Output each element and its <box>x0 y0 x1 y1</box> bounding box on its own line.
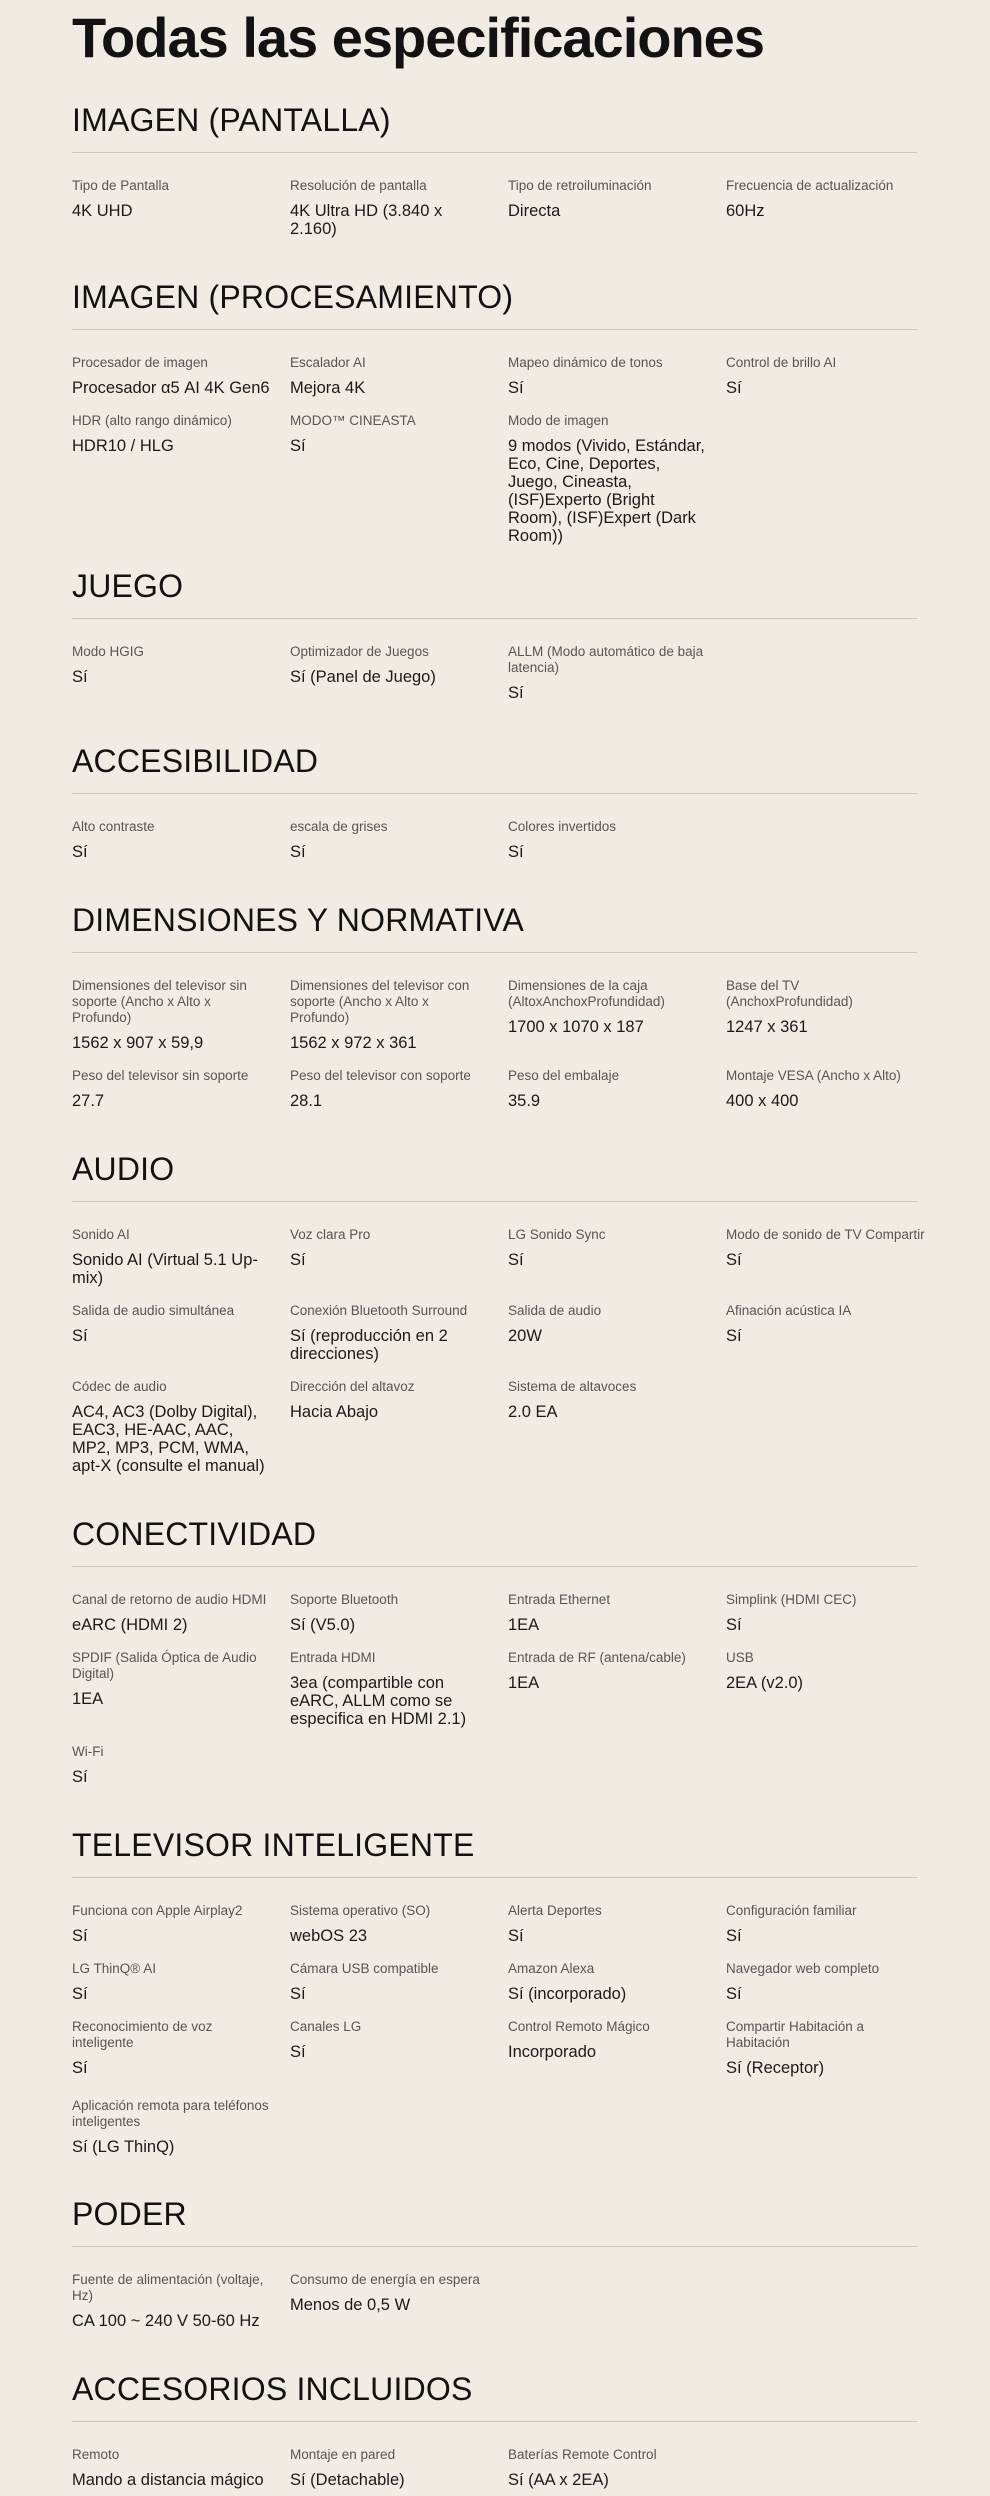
section-title: PODER <box>72 2196 187 2232</box>
spec-value: 1562 x 907 x 59,9 <box>72 1034 204 1052</box>
spec-item <box>290 644 490 686</box>
section-divider <box>72 952 917 953</box>
spec-label: Simplink (HDMI CEC) <box>726 1592 857 1607</box>
spec-label: SPDIF (Salida Óptica de Audio Digital) <box>72 1650 257 1681</box>
spec-item <box>72 644 272 686</box>
spec-label: Control de brillo AI <box>726 355 837 370</box>
spec-item <box>726 1961 926 2003</box>
spec-value: 1EA <box>508 1616 540 1634</box>
spec-label: Navegador web completo <box>726 1961 880 1976</box>
spec-value: Menos de 0,5 W <box>290 2296 411 2314</box>
spec-value: Sí <box>290 843 306 861</box>
section-divider <box>72 1201 917 1202</box>
spec-label: Resolución de pantalla <box>290 178 427 193</box>
section-title: JUEGO <box>72 568 184 604</box>
spec-item <box>290 1303 490 1363</box>
spec-value: 9 modos (Vivido, Estándar, Eco, Cine, Deportes, Juego, Cineasta, (ISF)Experto (Bright Room), (ISF)Expert (Dark Room)) <box>508 437 705 545</box>
spec-value: Sí <box>290 437 306 455</box>
spec-section-juego <box>72 564 917 702</box>
spec-value: Sí (V5.0) <box>290 1616 356 1634</box>
spec-value: Sí (AA x 2EA) <box>508 2471 609 2489</box>
spec-value: Sí <box>508 1251 524 1269</box>
spec-item <box>72 2019 272 2077</box>
spec-label: Alerta Deportes <box>508 1903 602 1918</box>
page-title: Todas las especificaciones <box>72 6 764 69</box>
spec-label: Dimensiones de la caja (AltoxAnchoxProfundidad) <box>508 978 665 1009</box>
spec-value: 3ea (compartible con eARC, ALLM como se especifica en HDMI 2.1) <box>290 1674 467 1728</box>
spec-item <box>72 1068 272 1110</box>
spec-section-accesorios-incluidos <box>72 2367 917 2489</box>
spec-item <box>72 1650 272 1708</box>
spec-value: Sí <box>508 379 524 397</box>
spec-section-accesibilidad <box>72 739 917 861</box>
spec-item <box>290 1592 490 1634</box>
spec-value: Sí <box>72 1768 88 1786</box>
spec-value: Sí <box>290 1251 306 1269</box>
spec-item <box>508 178 708 220</box>
spec-label: Dimensiones del televisor sin soporte (Ancho x Alto x Profundo) <box>72 978 247 1025</box>
spec-label: Configuración familiar <box>726 1903 857 1918</box>
spec-item <box>290 1961 490 2003</box>
spec-value: Sí <box>72 1927 88 1945</box>
spec-value: Incorporado <box>508 2043 597 2061</box>
spec-label: Dirección del altavoz <box>290 1379 415 1394</box>
spec-value: Mejora 4K <box>290 379 366 397</box>
spec-label: Alto contraste <box>72 819 155 834</box>
spec-label: Aplicación remota para teléfonos inteligentes <box>72 2098 269 2129</box>
spec-label: Baterías Remote Control <box>508 2447 657 2462</box>
spec-value: Sí <box>72 843 88 861</box>
spec-value: eARC (HDMI 2) <box>72 1616 188 1634</box>
spec-value: 27.7 <box>72 1092 105 1110</box>
spec-item <box>290 2019 490 2061</box>
spec-item <box>72 2098 272 2156</box>
spec-value: Sí <box>726 1251 742 1269</box>
spec-item <box>72 413 272 455</box>
section-title: DIMENSIONES Y NORMATIVA <box>72 902 525 938</box>
spec-item <box>508 355 708 397</box>
spec-item <box>726 1303 926 1345</box>
spec-item <box>72 178 272 220</box>
spec-value: Procesador α5 AI 4K Gen6 <box>72 379 270 397</box>
spec-item <box>726 1650 926 1692</box>
spec-item <box>508 413 708 545</box>
spec-value: Sí (LG ThinQ) <box>72 2138 175 2156</box>
spec-value: AC4, AC3 (Dolby Digital), EAC3, HE-AAC, AAC, MP2, MP3, PCM, WMA, apt-X (consulte el manual) <box>72 1403 265 1475</box>
section-divider <box>72 793 917 794</box>
spec-value: Sí <box>72 2059 88 2077</box>
spec-item <box>508 2447 708 2489</box>
spec-label: Entrada de RF (antena/cable) <box>508 1650 686 1665</box>
spec-label: Remoto <box>72 2447 120 2462</box>
spec-label: Frecuencia de actualización <box>726 178 894 193</box>
spec-value: Sí (Panel de Juego) <box>290 668 436 686</box>
spec-item <box>726 2019 926 2077</box>
spec-item <box>726 1903 926 1945</box>
spec-label: Optimizador de Juegos <box>290 644 429 659</box>
spec-label: LG Sonido Sync <box>508 1227 606 1242</box>
spec-label: Dimensiones del televisor con soporte (Ancho x Alto x Profundo) <box>290 978 470 1025</box>
section-divider <box>72 618 917 619</box>
spec-label: Afinación acústica IA <box>726 1303 852 1318</box>
spec-value: 35.9 <box>508 1092 541 1110</box>
section-divider <box>72 2246 917 2247</box>
spec-item <box>72 355 272 397</box>
spec-value: 4K UHD <box>72 202 133 220</box>
spec-value: Sí <box>72 1327 88 1345</box>
spec-item <box>290 1227 490 1269</box>
spec-item <box>508 1650 708 1692</box>
spec-label: Escalador AI <box>290 355 366 370</box>
spec-item <box>290 413 490 455</box>
spec-item <box>290 1379 490 1421</box>
spec-item <box>726 1592 926 1634</box>
spec-item <box>290 355 490 397</box>
spec-item <box>726 178 926 220</box>
spec-item <box>290 2447 490 2489</box>
section-title: IMAGEN (PROCESAMIENTO) <box>72 279 514 315</box>
spec-item <box>508 819 708 861</box>
spec-value: 1EA <box>508 1674 540 1692</box>
spec-item <box>72 1903 272 1945</box>
spec-value: webOS 23 <box>290 1927 368 1945</box>
spec-item <box>72 819 272 861</box>
spec-value: Sí (Detachable) <box>290 2471 405 2489</box>
spec-label: Códec de audio <box>72 1379 167 1394</box>
spec-value: 400 x 400 <box>726 1092 799 1110</box>
spec-item <box>508 1379 708 1421</box>
section-divider <box>72 1877 917 1878</box>
spec-item <box>72 1961 272 2003</box>
spec-value: Sí <box>726 379 742 397</box>
spec-item <box>508 644 708 702</box>
section-divider <box>72 329 917 330</box>
spec-item <box>508 1961 708 2003</box>
spec-item <box>72 1744 272 1786</box>
spec-value: Sí <box>726 1927 742 1945</box>
spec-value: 2.0 EA <box>508 1403 558 1421</box>
spec-section-audio <box>72 1147 925 1475</box>
spec-value: Sí <box>726 1327 742 1345</box>
spec-value: 1700 x 1070 x 187 <box>508 1018 644 1036</box>
spec-item <box>508 1068 708 1110</box>
spec-item <box>72 978 272 1052</box>
spec-item <box>72 1592 272 1634</box>
section-divider <box>72 1566 917 1567</box>
spec-item <box>726 978 926 1036</box>
section-title: IMAGEN (PANTALLA) <box>72 102 391 138</box>
section-divider <box>72 2421 917 2422</box>
spec-value: Sí (reproducción en 2 direcciones) <box>290 1327 448 1363</box>
spec-label: Reconocimiento de voz inteligente <box>72 2019 213 2050</box>
spec-label: Sistema operativo (SO) <box>290 1903 431 1918</box>
spec-value: Hacia Abajo <box>290 1403 379 1421</box>
spec-item <box>508 1903 708 1945</box>
spec-item <box>290 178 490 238</box>
spec-label: Peso del embalaje <box>508 1068 620 1083</box>
spec-value: 1562 x 972 x 361 <box>290 1034 417 1052</box>
spec-label: Control Remoto Mágico <box>508 2019 650 2034</box>
spec-label: Sonido AI <box>72 1227 130 1242</box>
spec-item <box>726 1227 926 1269</box>
spec-value: Sí <box>72 1985 88 2003</box>
spec-section-conectividad <box>72 1512 917 1786</box>
section-divider <box>72 152 917 153</box>
spec-value: Sí <box>290 1985 306 2003</box>
spec-item <box>290 2272 490 2314</box>
spec-item <box>508 1303 708 1345</box>
section-title: ACCESORIOS INCLUIDOS <box>72 2371 473 2407</box>
spec-label: Tipo de retroiluminación <box>508 178 652 193</box>
spec-label: Modo de sonido de TV Compartir <box>726 1227 925 1242</box>
spec-label: Fuente de alimentación (voltaje, Hz) <box>72 2272 264 2303</box>
spec-label: Peso del televisor con soporte <box>290 1068 471 1083</box>
section-title: CONECTIVIDAD <box>72 1516 317 1552</box>
spec-label: Modo HGIG <box>72 644 145 659</box>
spec-value: Sonido AI (Virtual 5.1 Up-mix) <box>72 1251 258 1287</box>
spec-section-televisor-inteligente <box>72 1823 917 2156</box>
spec-value: HDR10 / HLG <box>72 437 174 455</box>
spec-label: Cámara USB compatible <box>290 1961 439 1976</box>
spec-label: Salida de audio simultánea <box>72 1303 235 1318</box>
section-title: TELEVISOR INTELIGENTE <box>72 1827 475 1863</box>
spec-label: HDR (alto rango dinámico) <box>72 413 232 428</box>
spec-label: Sistema de altavoces <box>508 1379 637 1394</box>
spec-value: Sí (Receptor) <box>726 2059 825 2077</box>
spec-value: 4K Ultra HD (3.840 x 2.160) <box>290 202 443 238</box>
spec-value: 1247 x 361 <box>726 1018 808 1036</box>
spec-label: Entrada Ethernet <box>508 1592 611 1607</box>
spec-item <box>290 1650 490 1728</box>
spec-label: Voz clara Pro <box>290 1227 371 1242</box>
spec-label: Mapeo dinámico de tonos <box>508 355 663 370</box>
spec-value: CA 100 ~ 240 V 50-60 Hz <box>72 2312 260 2330</box>
spec-value: Sí <box>508 1927 524 1945</box>
spec-section-imagen-procesamiento <box>72 275 917 545</box>
spec-value: Sí <box>508 843 524 861</box>
spec-value: 28.1 <box>290 1092 323 1110</box>
spec-value: Sí <box>726 1985 742 2003</box>
spec-label: Procesador de imagen <box>72 355 208 370</box>
spec-label: Funciona con Apple Airplay2 <box>72 1903 243 1918</box>
spec-section-poder <box>72 2192 917 2330</box>
spec-label: Tipo de Pantalla <box>72 178 170 193</box>
spec-item <box>72 1379 272 1475</box>
spec-item <box>508 1592 708 1634</box>
spec-value: Mando a distancia mágico <box>72 2471 264 2489</box>
spec-label: ALLM (Modo automático de baja latencia) <box>508 644 704 675</box>
spec-label: Modo de imagen <box>508 413 609 428</box>
spec-label: LG ThinQ® AI <box>72 1961 156 1976</box>
spec-value: 60Hz <box>726 202 765 220</box>
spec-label: Consumo de energía en espera <box>290 2272 480 2287</box>
spec-value: 2EA (v2.0) <box>726 1674 804 1692</box>
spec-item <box>72 2272 272 2330</box>
spec-label: MODO™ CINEASTA <box>290 413 416 428</box>
spec-value: 20W <box>508 1327 542 1345</box>
spec-value: Sí <box>508 684 524 702</box>
spec-item <box>508 2019 708 2061</box>
spec-value: Sí <box>290 2043 306 2061</box>
section-title: AUDIO <box>72 1151 175 1187</box>
spec-item <box>726 355 926 397</box>
spec-item <box>290 819 490 861</box>
spec-label: Base del TV (AnchoxProfundidad) <box>726 978 853 1009</box>
spec-value: Sí <box>72 668 88 686</box>
spec-label: Salida de audio <box>508 1303 602 1318</box>
spec-label: Colores invertidos <box>508 819 617 834</box>
spec-section-imagen-pantalla <box>72 98 917 238</box>
spec-label: Peso del televisor sin soporte <box>72 1068 249 1083</box>
spec-label: Soporte Bluetooth <box>290 1592 399 1607</box>
spec-item <box>508 978 708 1036</box>
spec-label: USB <box>726 1650 754 1665</box>
spec-item <box>72 1227 272 1287</box>
spec-label: Compartir Habitación a Habitación <box>726 2019 865 2050</box>
spec-item <box>726 1068 926 1110</box>
spec-section-dimensiones-y-normativa <box>72 898 917 1110</box>
spec-value: Sí (incorporado) <box>508 1985 627 2003</box>
spec-label: Conexión Bluetooth Surround <box>290 1303 468 1318</box>
spec-value: Sí <box>726 1616 742 1634</box>
spec-label: Canal de retorno de audio HDMI <box>72 1592 267 1607</box>
spec-label: Canales LG <box>290 2019 362 2034</box>
spec-item <box>290 978 490 1052</box>
section-title: ACCESIBILIDAD <box>72 743 319 779</box>
spec-item <box>508 1227 708 1269</box>
spec-label: Montaje VESA (Ancho x Alto) <box>726 1068 901 1083</box>
spec-item <box>290 1903 490 1945</box>
spec-label: Amazon Alexa <box>508 1961 595 1976</box>
spec-item <box>72 2447 272 2489</box>
spec-value: 1EA <box>72 1690 104 1708</box>
spec-label: Entrada HDMI <box>290 1650 376 1665</box>
spec-label: Montaje en pared <box>290 2447 396 2462</box>
spec-item <box>290 1068 490 1110</box>
spec-item <box>72 1303 272 1345</box>
spec-label: Wi-Fi <box>72 1744 104 1759</box>
spec-label: escala de grises <box>290 819 388 834</box>
spec-value: Directa <box>508 202 561 220</box>
